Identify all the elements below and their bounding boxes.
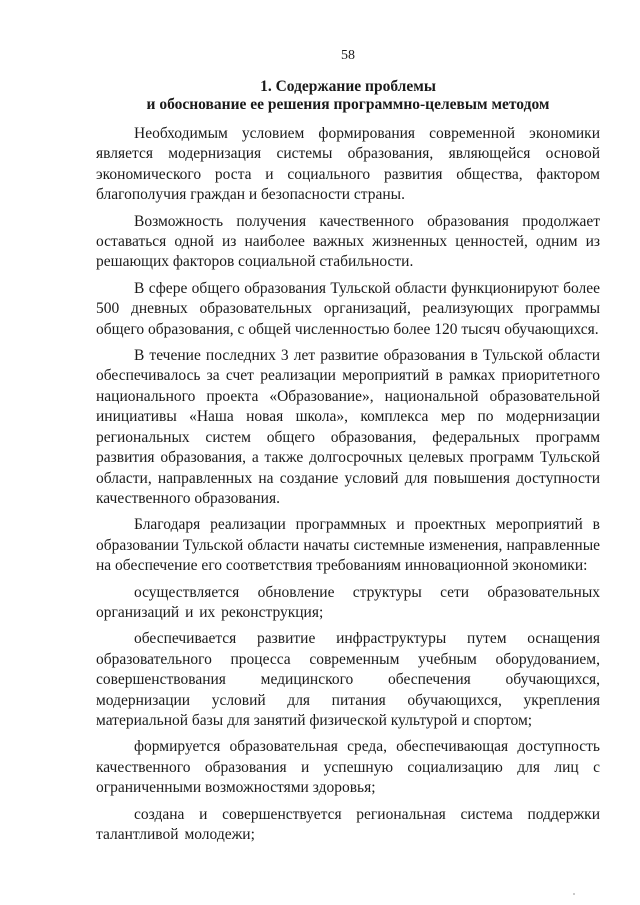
paragraph-system-changes: Благодаря реализации программных и проектных мероприятий в образовании Тульской области начаты системные изменения, направленные на обеспечение его соответствия требованиям инновационной экономики: xyxy=(96,516,600,575)
list-item-infrastructure: обеспечивается развитие инфраструктуры путем оснащения образовательного процесса современным учебным оборудованием, совершенствования медицинского обеспечения обучающихся, модернизации условий для питания обучающихся, укрепления материальной базы для занятий физической культурой и спортом; xyxy=(96,630,600,729)
paragraph-modernization: Необходимым условием формирования современной экономики является модернизация системы образования, являющейся основой экономического роста и социального развития общества, фактором благополучия граждан и безопасности страны. xyxy=(96,125,600,204)
section-heading xyxy=(96,78,600,114)
section-heading-line-1: 1. Содержание проблемы xyxy=(260,78,436,95)
list-item-network-update: осуществляется обновление структуры сети образовательных организаций и их реконструкция; xyxy=(96,583,600,621)
paragraph-general-education: В сфере общего образования Тульской области функционируют более 500 дневных образовательных организаций, реализующих программы общего образования, с общей численностью более 120 тысяч обучающихся. xyxy=(96,279,600,338)
page-number: 58 xyxy=(341,48,355,63)
section-heading-line-2: и обоснование ее решения программно-целевым методом xyxy=(146,96,550,113)
scan-speck xyxy=(573,893,575,895)
paragraph-quality-education: Возможность получения качественного образования продолжает оставаться одной из наиболее важных жизненных ценностей, одним из решающих факторов социальной стабильности. xyxy=(96,212,600,271)
list-item-inclusive-environment: формируется образовательная среда, обеспечивающая доступность качественного образования и успешную социализацию для лиц с ограниченными возможностями здоровья; xyxy=(96,738,600,797)
paragraph-last-3-years: В течение последних 3 лет развитие образования в Тульской области обеспечивалось за счет реализации мероприятий в рамках приоритетного национального проекта «Образование», национальной образовательной инициативы «Наша новая школа», комплекса мер по модернизации региональных систем общего образования, федеральных программ развития образования, а также долгосрочных целевых программ Тульской области, направленных на создание условий для повышения доступности качественного образования. xyxy=(96,347,600,507)
list-item-talented-youth: создана и совершенствуется региональная система поддержки талантливой молодежи; xyxy=(96,805,600,843)
document-body xyxy=(96,124,600,851)
